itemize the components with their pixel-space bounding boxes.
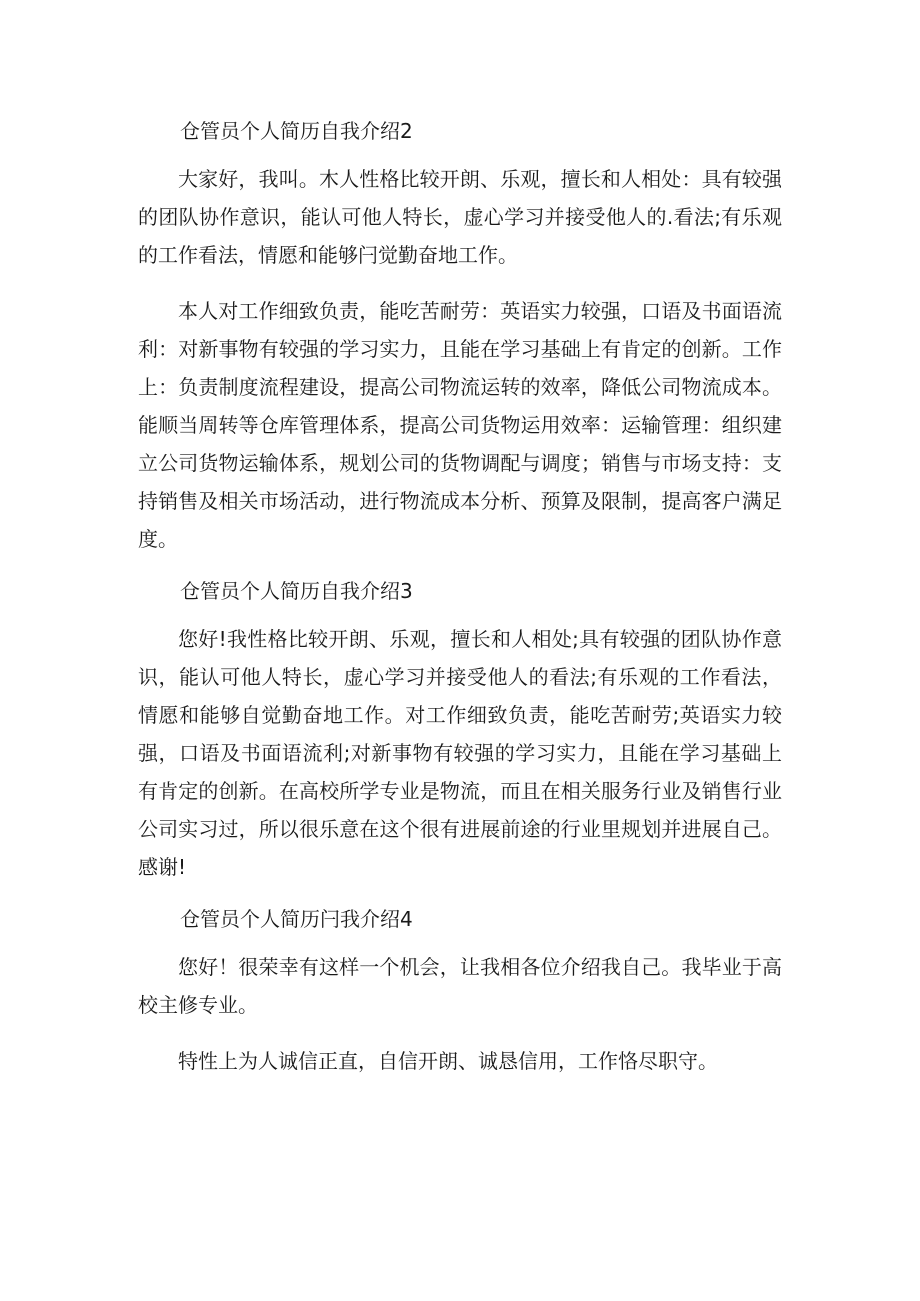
paragraph: 本人对工作细致负责，能吃苦耐劳：英语实力较强，口语及书面语流利：对新事物有较强的学习实力，且能在学习基础上有肯定的创新。工作上：负责制度流程建设，提高公司物流运转的效率，降低公司物流成本。能顺当周转等仓库管理体系，提高公司货物运用效率：运输管理：组织建立公司货物运输体系，规划公司的货物调配与调度；销售与市场支持：支持销售及相关市场活动，进行物流成本分析、预算及限制，提高客户满足度。	[138, 299, 782, 551]
paragraph: 您好！很荣幸有这样一个机会，让我相各位介绍我自己。我毕业于高校主修专业。	[138, 955, 782, 1017]
paragraph: 大家好，我叫。木人性格比较开朗、乐观，擅长和人相处：具有较强的团队协作意识，能认可他人特长，虚心学习并接受他人的.看法;有乐观的工作看法，情愿和能够闩觉勤奋地工作。	[138, 167, 782, 267]
paragraph: 您好!我性格比较开朗、乐观，擅长和人相处;具有较强的团队协作意识，能认可他人特长，虚心学习并接受他人的看法;有乐观的工作看法，情愿和能够自觉勤奋地工作。对工作细致负责，能吃苦耐劳;英语实力较强，口语及书面语流利;对新事物有较强的学习实力，且能在学习基础上有肯定的创新。在高校所学专业是物流，而且在相关服务行业及销售行业公司实习过，所以很乐意在这个很有进展前途的行业里规划并进展自己。感谢!	[138, 627, 782, 879]
paragraph: 特性上为人诚信正直，自信开朗、诚恳信用，工作恪尽职守。	[178, 1049, 718, 1073]
section-title-3: 仓管员个人简历自我介绍3	[180, 579, 413, 603]
section-title-2: 仓管员个人简历自我介绍2	[180, 119, 413, 143]
document-page	[138, 116, 782, 1080]
section-title-4: 仓管员个人简历闩我介绍4	[180, 907, 413, 931]
